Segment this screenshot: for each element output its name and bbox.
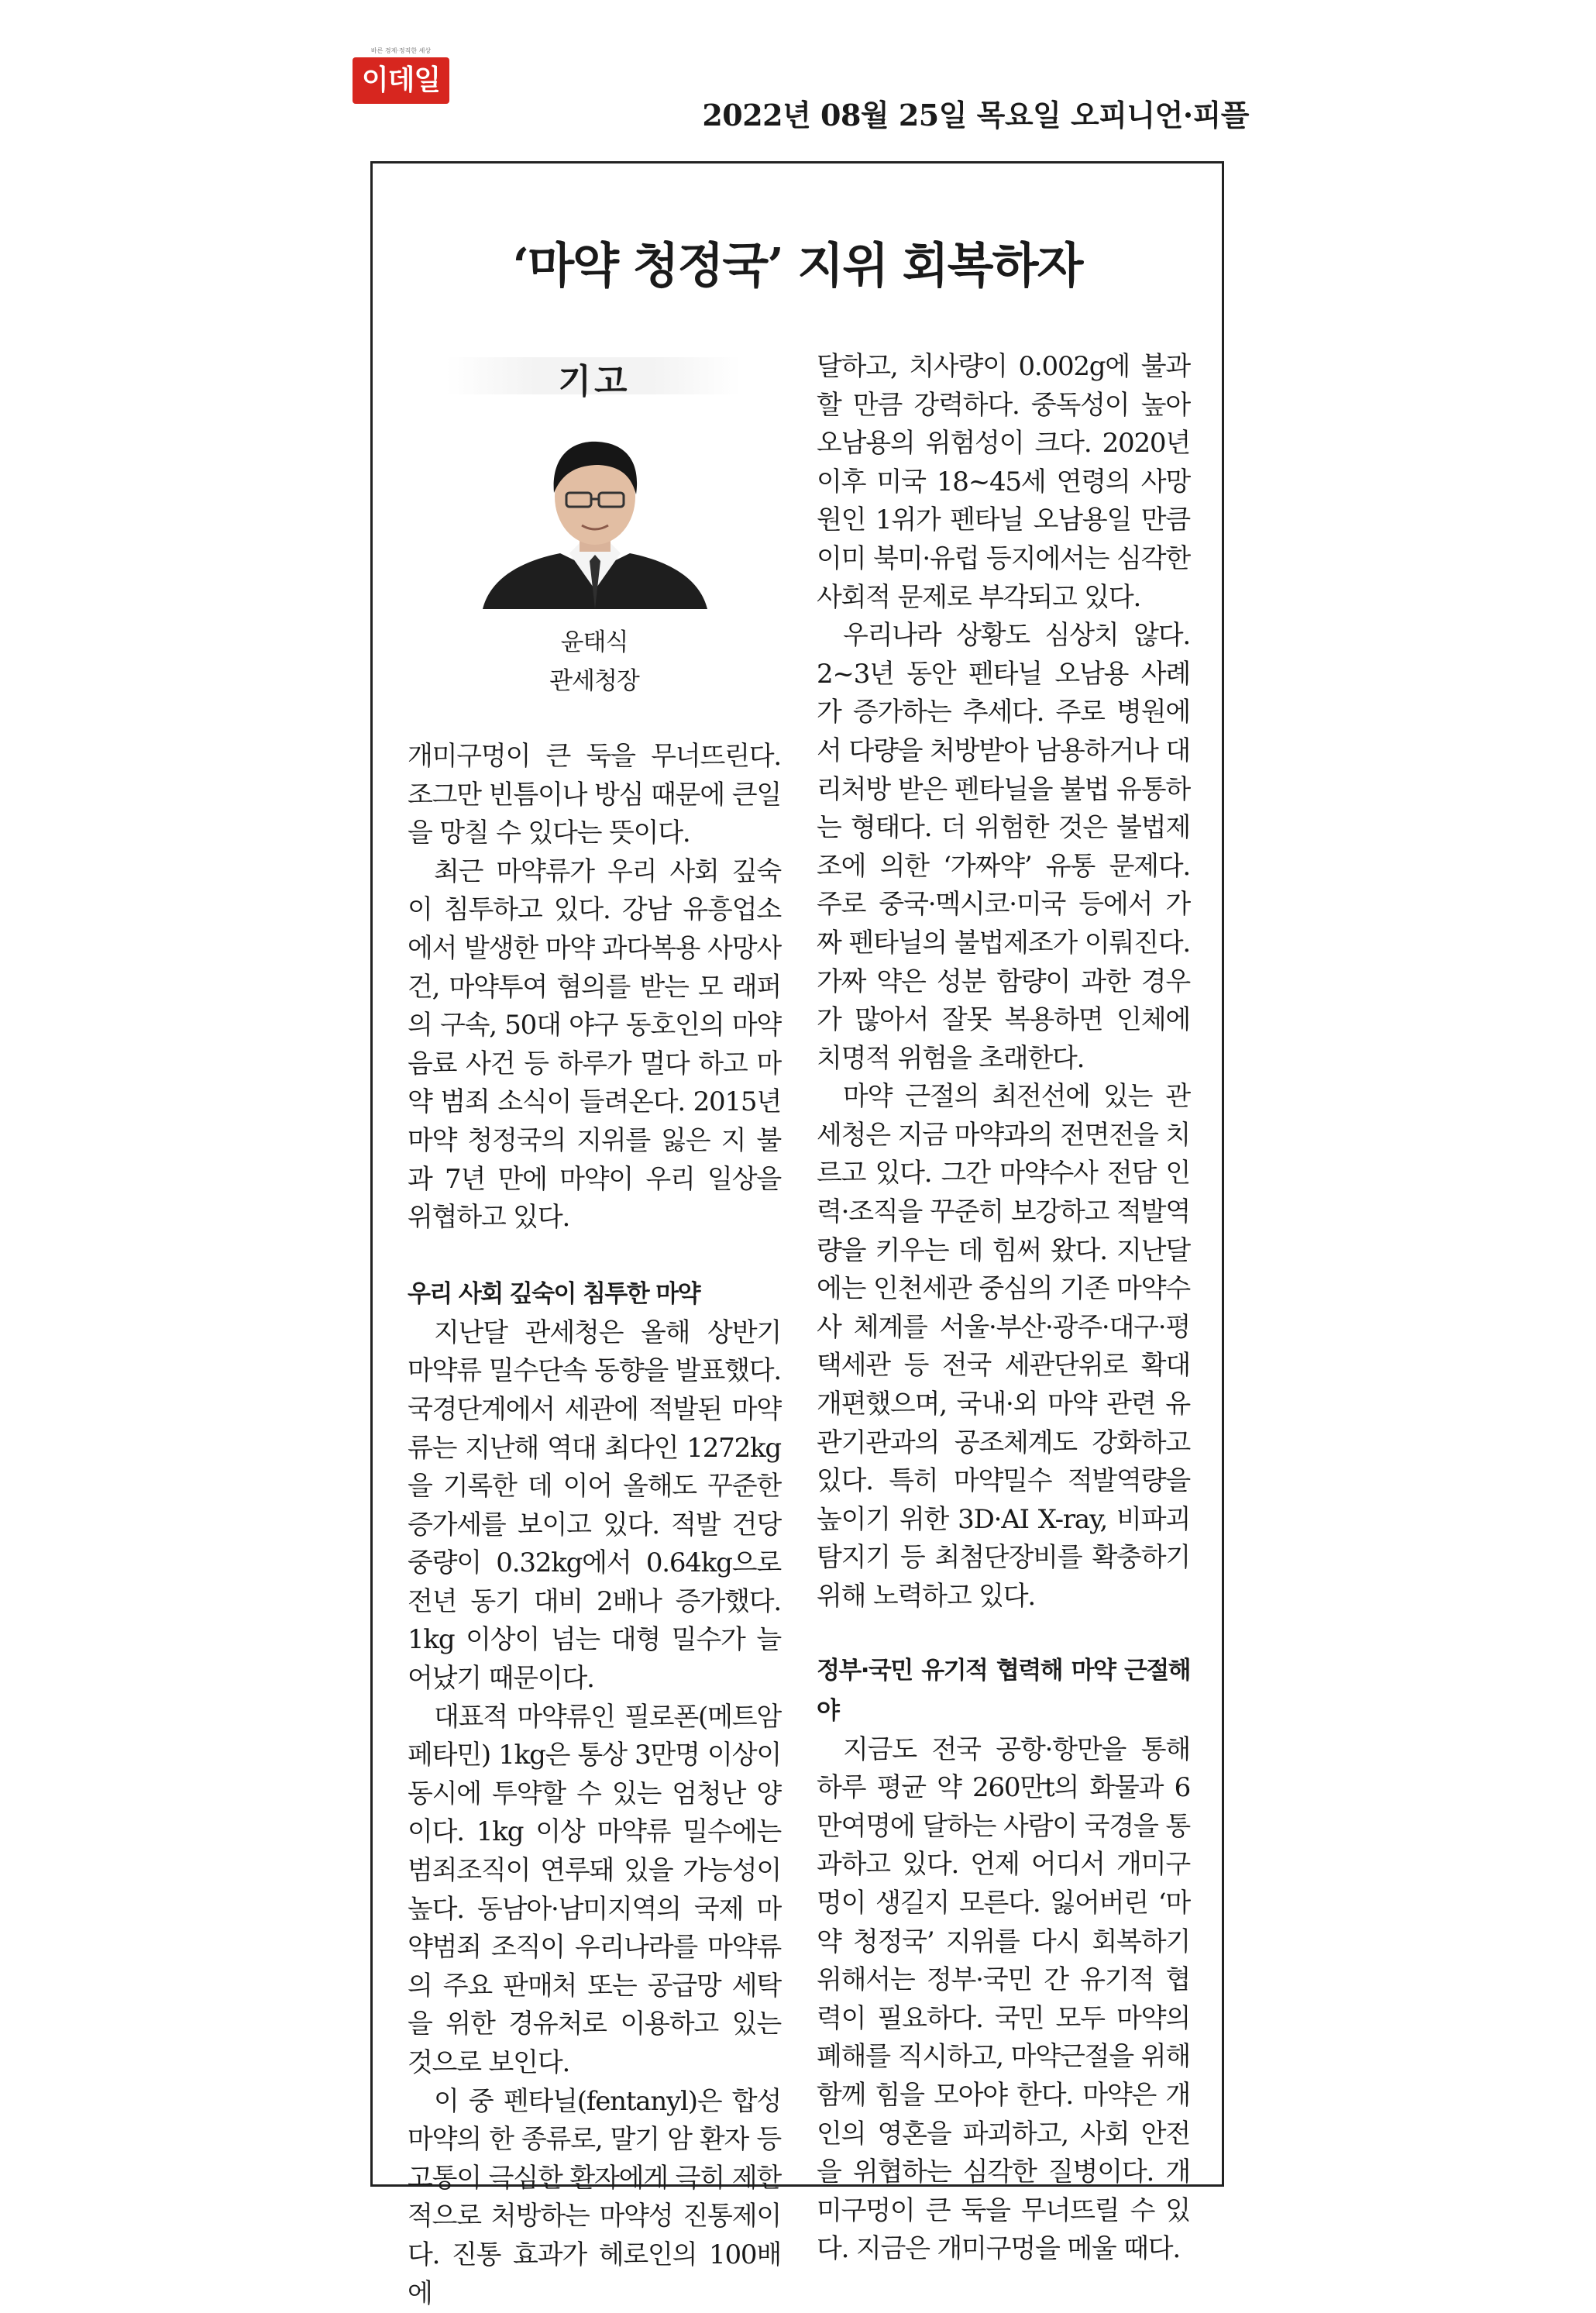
paragraph: 달하고, 치사량이 0.002g에 불과할 만큼 강력하다. 중독성이 높아 오남용의 위험성이 크다. 2020년 이후 미국 18~45세 연령의 사망원인 1위가 펜타닐 오남용일 만큼 이미 북미·유럽 등지에서는 심각한 사회적 문제로 부각되고 있다. bbox=[817, 351, 1190, 613]
headline: ‘마약 청정국’ 지위 회복하자 bbox=[512, 237, 1082, 294]
logo-tagline: 바른 경제·정직한 세상 bbox=[370, 47, 432, 54]
paragraph: 이 중 펜타닐(fentanyl)은 합성마약의 한 종류로, 말기 암 환자 등 고통이 극심한 환자에게 극히 제한적으로 처방하는 마약성 진통제이다. 진통 효과가 헤로인의 100배에 bbox=[408, 2085, 781, 2309]
paragraph: 마약 근절의 최전선에 있는 관세청은 지금 마약과의 전면전을 치르고 있다. 그간 마약수사 전담 인력·조직을 꾸준히 보강하고 적발역량을 키우는 데 힘써 왔다. 지난달에는 인천세관 중심의 기존 마약수사 체계를 서울·부산·광주·대구·평택세관 등 전국 세관단위로 확대 개편했으며, 국내·외 마약 관련 유관기관과의 공조체계도 강화하고 있다. 특히 마약밀수 적발역량을 높이기 위한 3D·AI X-ray, 비파괴 탐지기 등 최첨단장비를 확충하기 위해 노력하고 있다. bbox=[817, 1081, 1190, 1612]
paragraph: 지난달 관세청은 올해 상반기 마약류 밀수단속 동향을 발표했다. 국경단계에서 세관에 적발된 마약류는 지난해 역대 최다인 1272kg을 기록한 데 이어 올해도 꾸준한 증가세를 보이고 있다. 적발 건당 중량이 0.32kg에서 0.64kg으로 전년 동기 대비 2배나 증가했다. 1kg 이상이 넘는 대형 밀수가 늘어났기 때문이다. bbox=[408, 1317, 781, 1695]
subheading: 정부·국민 유기적 협력해 마약 근절해야 bbox=[817, 1656, 1190, 1725]
dateline: 2022년 08월 25일 목요일 오피니언·피플 bbox=[702, 98, 1249, 133]
paragraph: 최근 마약류가 우리 사회 깊숙이 침투하고 있다. 강남 유흥업소에서 발생한 마약 과다복용 사망사건, 마약투여 혐의를 받는 모 래퍼의 구속, 50대 야구 동호인의 마약음료 사건 등 하루가 멀다 하고 마약 범죄 소식이 들려온다. 2015년 마약 청정국의 지위를 잃은 지 불과 7년 만에 마약이 우리 일상을 위협하고 있다. bbox=[408, 855, 781, 1234]
newspaper-logo bbox=[353, 46, 449, 143]
section-label: 기고 bbox=[558, 362, 631, 401]
article-frame bbox=[370, 161, 1224, 2309]
article-column-right bbox=[817, 348, 1190, 2269]
logo-wordmark: 이데일리 bbox=[353, 57, 449, 104]
author-photo bbox=[483, 423, 707, 609]
author-title: 관세청장 bbox=[549, 667, 639, 695]
paragraph: 지금도 전국 공항·항만을 통해 하루 평균 약 260만t의 화물과 6만여명에 달하는 사람이 국경을 통과하고 있다. 언제 어디서 개미구멍이 생길지 모른다. 잃어버린 ‘마약 청정국’ 지위를 다시 회복하기 위해서는 정부·국민 간 유기적 협력이 필요하다. 국민 모두 마약의 폐해를 직시하고, 마약근절을 위해 함께 힘을 모아야 한다. 마약은 개인의 영혼을 파괴하고, 사회 안전을 위협하는 심각한 질병이다. 개미구멍이 큰 둑을 무너뜨릴 수 있다. 지금은 개미구멍을 메울 때다. bbox=[817, 1733, 1190, 2265]
subheading: 우리 사회 깊숙이 침투한 마약 bbox=[408, 1279, 700, 1308]
paragraph: 우리나라 상황도 심상치 않다. 2~3년 동안 펜타닐 오남용 사례가 증가하는 추세다. 주로 병원에서 다량을 처방받아 남용하거나 대리처방 받은 펜타닐을 불법 유통하는 형태다. 더 위험한 것은 불법제조에 의한 ‘가짜약’ 유통 문제다. 주로 중국·멕시코·미국 등에서 가짜 펜타닐의 불법제조가 이뤄진다. 가짜 약은 성분 함량이 과한 경우가 많아서 잘못 복용하면 인체에 치명적 위험을 초래한다. bbox=[817, 620, 1190, 1074]
paragraph: 대표적 마약류인 필로폰(메트암페타민) 1kg은 통상 3만명 이상이 동시에 투약할 수 있는 엄청난 양이다. 1kg 이상 마약류 밀수에는 범죄조직이 연루돼 있을 가능성이 높다. 동남아·남미지역의 국제 마약범죄 조직이 우리나라를 마약류의 주요 판매처 또는 공급망 세탁을 위한 경유처로 이용하고 있는 것으로 보인다. bbox=[408, 1701, 781, 2078]
paragraph: 개미구멍이 큰 둑을 무너뜨린다. 조그만 빈틈이나 방심 때문에 큰일을 망칠 수 있다는 뜻이다. bbox=[408, 741, 781, 849]
author-name: 윤태식 bbox=[560, 628, 628, 656]
article-column-left bbox=[408, 738, 781, 2313]
